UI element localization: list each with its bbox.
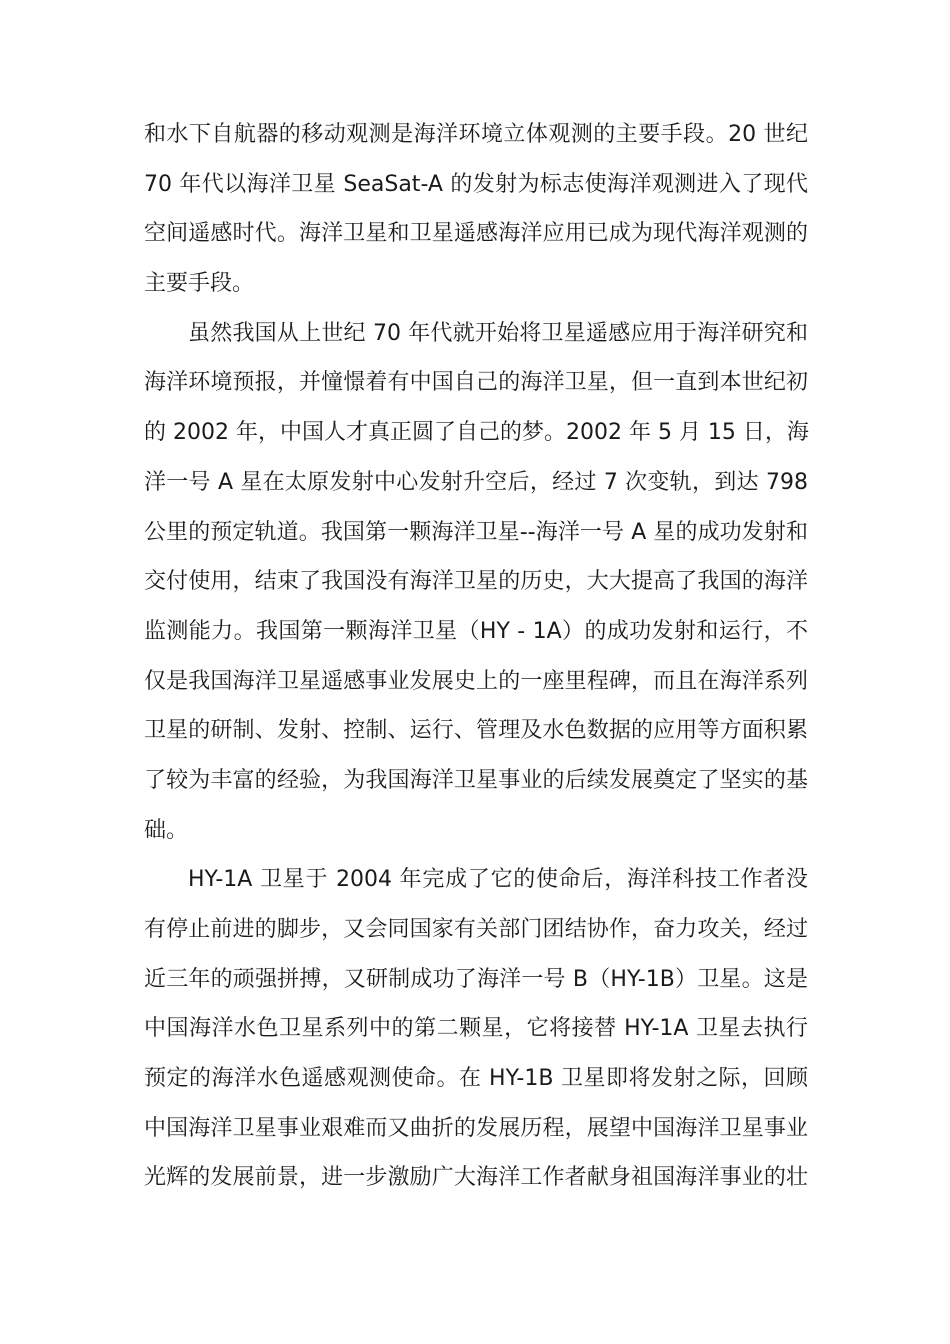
text-line: 虽然我国从上世纪 70 年代就开始将卫星遥感应用于海洋研究和	[188, 320, 808, 346]
text-line: 仅是我国海洋卫星遥感事业发展史上的一座里程碑，而且在海洋系列	[144, 668, 808, 694]
text-line: 交付使用，结束了我国没有海洋卫星的历史，大大提高了我国的海洋	[144, 569, 808, 595]
text-line: 的 2002 年，中国人才真正圆了自己的梦。2002 年 5 月 15 日，海	[144, 420, 809, 446]
text-line: 70 年代以海洋卫星 SeaSat-A 的发射为标志使海洋观测进入了现代	[144, 171, 808, 197]
text-line: 近三年的顽强拼搏，又研制成功了海洋一号 B（HY-1B）卫星。这是	[144, 966, 808, 992]
text-line: 监测能力。我国第一颗海洋卫星（HY - 1A）的成功发射和运行，不	[144, 618, 808, 644]
text-line: 公里的预定轨道。我国第一颗海洋卫星--海洋一号 A 星的成功发射和	[144, 519, 808, 545]
text-line: 海洋环境预报，并憧憬着有中国自己的海洋卫星，但一直到本世纪初	[144, 370, 808, 396]
text-line: 卫星的研制、发射、控制、运行、管理及水色数据的应用等方面积累	[144, 718, 808, 744]
text-line: 空间遥感时代。海洋卫星和卫星遥感海洋应用已成为现代海洋观测的	[144, 221, 808, 247]
text-line: 光辉的发展前景，进一步激励广大海洋工作者献身祖国海洋事业的壮	[144, 1165, 808, 1191]
text-line: 和水下自航器的移动观测是海洋环境立体观测的主要手段。20 世纪	[144, 122, 808, 147]
text-line: 主要手段。	[144, 271, 255, 297]
text-line: 础。	[144, 817, 189, 843]
text-line: HY-1A 卫星于 2004 年完成了它的使命后，海洋科技工作者没	[188, 867, 808, 893]
text-line: 中国海洋水色卫星系列中的第二颗星，它将接替 HY-1A 卫星去执行	[144, 1016, 808, 1042]
text-line: 有停止前进的脚步，又会同国家有关部门团结协作，奋力攻关，经过	[144, 917, 808, 942]
text-line: 了较为丰富的经验，为我国海洋卫星事业的后续发展奠定了坚实的基	[144, 767, 808, 793]
text-line: 中国海洋卫星事业艰难而又曲折的发展历程，展望中国海洋卫星事业	[144, 1115, 808, 1141]
text-line: 洋一号 A 星在太原发射中心发射升空后，经过 7 次变轨，到达 798	[144, 469, 808, 495]
text-line: 预定的海洋水色遥感观测使命。在 HY-1B 卫星即将发射之际，回顾	[144, 1066, 808, 1092]
body-text	[144, 110, 808, 1203]
